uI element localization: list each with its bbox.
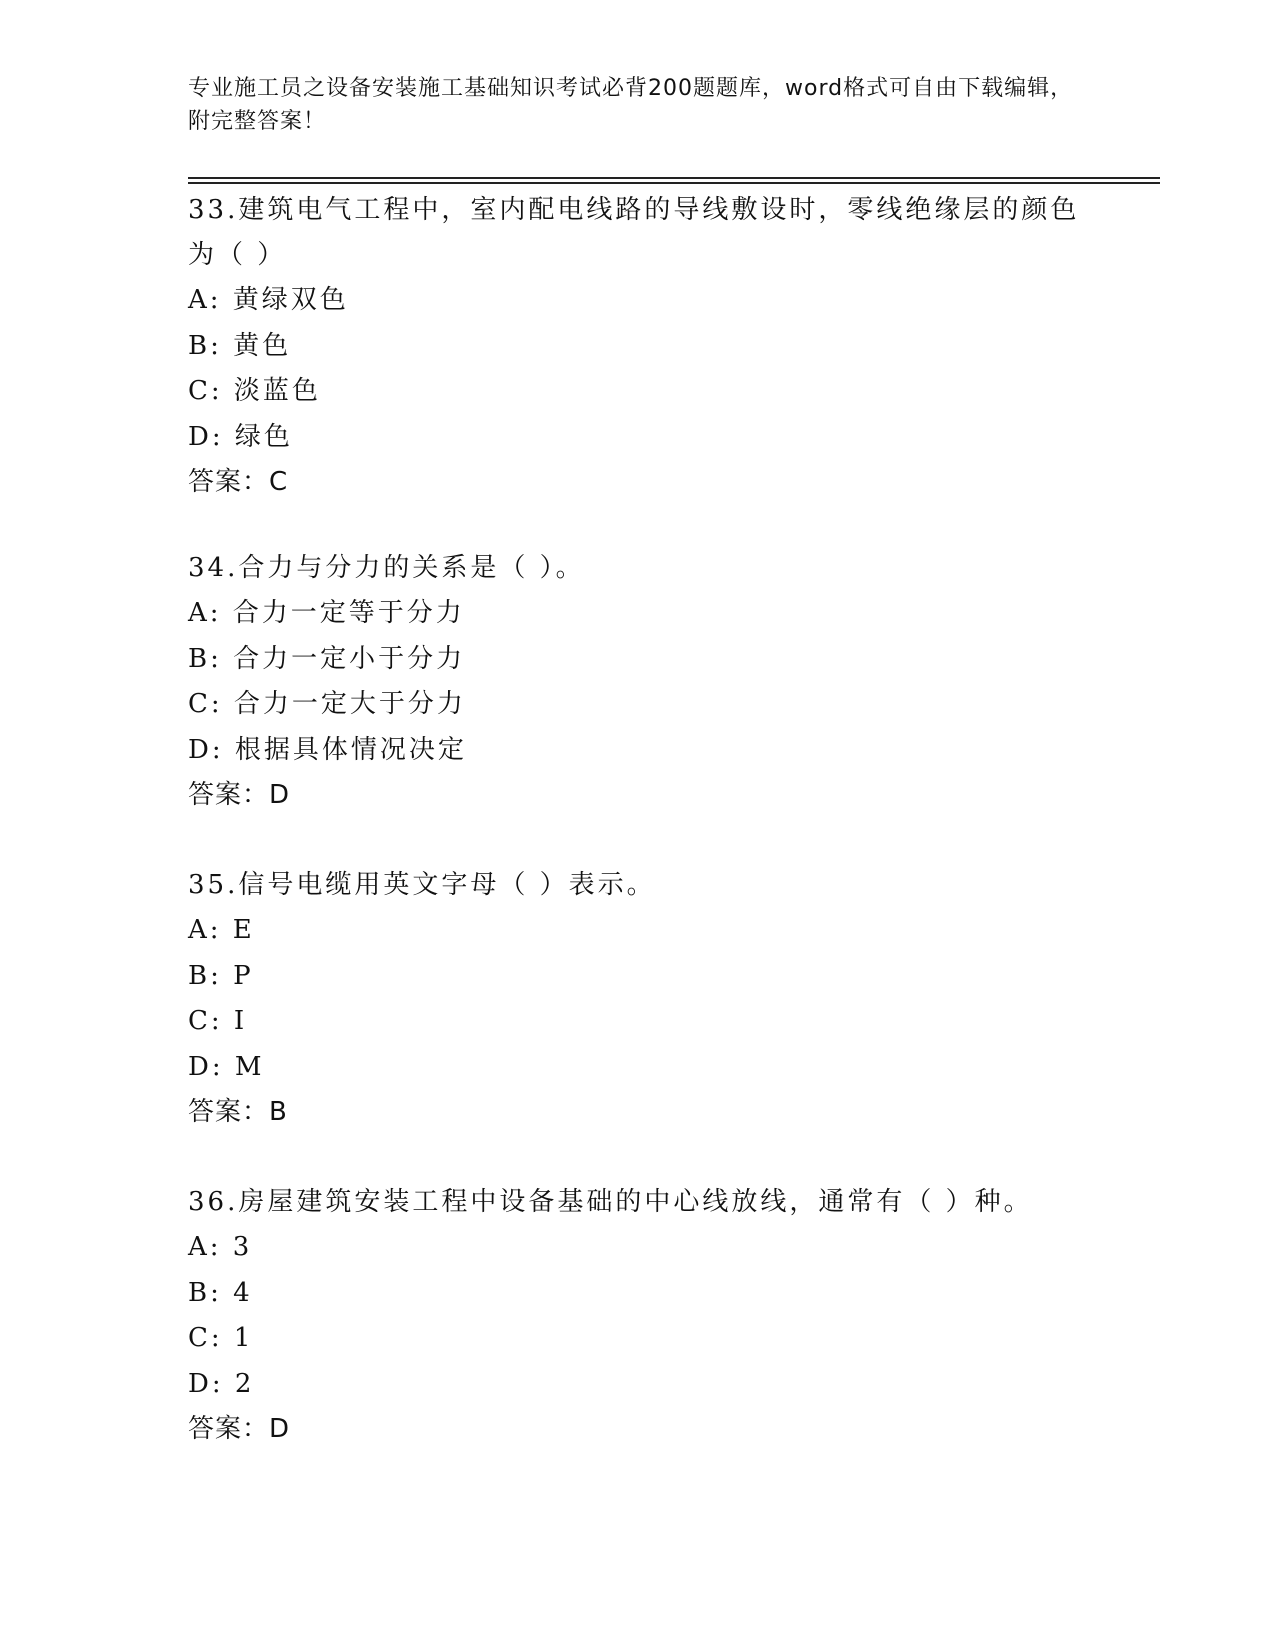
header-divider-top (188, 177, 1160, 179)
answer-label: 答案：B (188, 1097, 288, 1127)
question-35 (188, 863, 1088, 1135)
option-b: B: 合力一定小于分力 (188, 643, 466, 674)
option-a: A: E (188, 915, 255, 945)
option-d: D: 绿色 (188, 421, 293, 452)
question-stem: 33.建筑电气工程中，室内配电线路的导线敷设时，零线绝缘层的颜色为（ ） (188, 195, 1080, 270)
option-c: C: 淡蓝色 (188, 376, 321, 406)
question-stem: 35.信号电缆用英文字母（ ）表示。 (188, 870, 656, 900)
question-36 (188, 1180, 1088, 1452)
option-c: C: 合力一定大于分力 (188, 689, 466, 719)
option-d: D: 2 (188, 1368, 255, 1399)
option-a: A: 3 (188, 1232, 253, 1262)
answer-label: 答案：C (188, 467, 289, 497)
option-c: C: 1 (188, 1323, 254, 1353)
option-b: B: 4 (188, 1277, 253, 1308)
header-divider-bottom (188, 182, 1160, 184)
question-stem: 36.房屋建筑安装工程中设备基础的中心线放线，通常有（ ）种。 (188, 1187, 1033, 1217)
option-d: D: 根据具体情况决定 (188, 734, 467, 765)
option-c: C: I (188, 1006, 248, 1036)
question-stem: 34.合力与分力的关系是（ ）。 (188, 553, 585, 583)
question-34 (188, 546, 1088, 818)
option-b: B: 黄色 (188, 330, 292, 361)
answer-label: 答案：D (188, 780, 291, 810)
document-header: 专业施工员之设备安装施工基础知识考试必背200题题库，word格式可自由下载编辑，附完整答案！ (188, 76, 1074, 134)
option-b: B: P (188, 960, 254, 991)
option-d: D: M (188, 1051, 265, 1082)
option-a: A: 合力一定等于分力 (188, 598, 465, 628)
answer-label: 答案：D (188, 1414, 291, 1444)
question-33 (188, 188, 1088, 505)
option-a: A: 黄绿双色 (188, 285, 349, 315)
